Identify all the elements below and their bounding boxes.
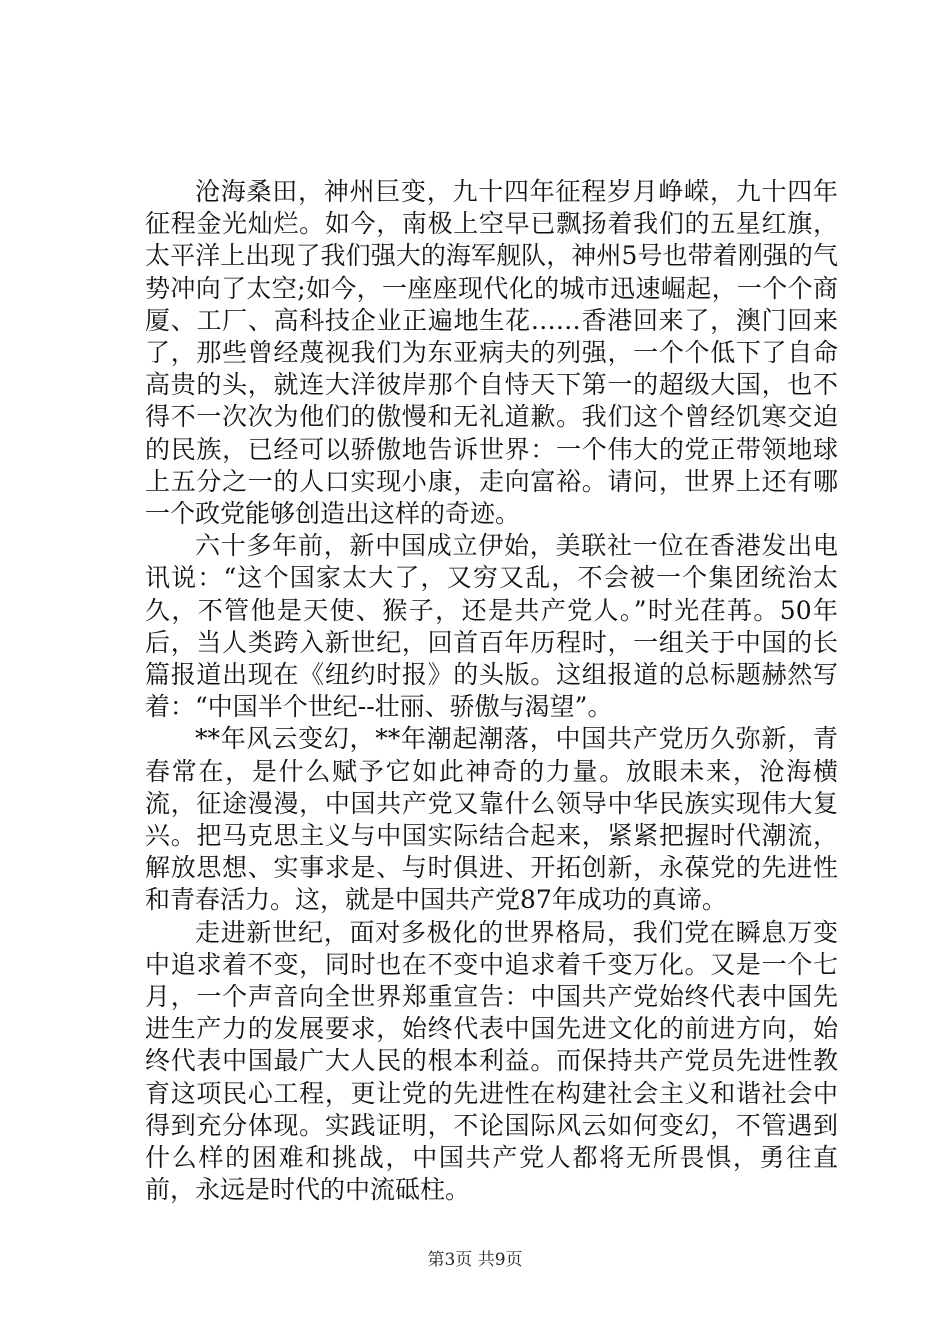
paragraph-3: **年风云变幻，**年潮起潮落，中国共产党历久弥新，青春常在，是什么赋予它如此神奇的力量。放眼未来，沧海横流，征途漫漫，中国共产党又靠什么领导中华民族实现伟大复兴。把马克思主义与中国实际结合起来，紧紧把握时代潮流，解放思想、实事求是、与时俱进、开拓创新，永葆党的先进性和青春活力。这，就是中国共产党87年成功的真谛。 <box>145 724 838 915</box>
paragraph-4: 走进新世纪，面对多极化的世界格局，我们党在瞬息万变中追求着不变，同时也在不变中追求着千变万化。又是一个七月，一个声音向全世界郑重宣告：中国共产党始终代表中国先进生产力的发展要求，始终代表中国先进文化的前进方向，始终代表中国最广大人民的根本利益。而保持共产党员先进性教育这项民心工程，更让党的先进性在构建社会主义和谐社会中得到充分体现。实践证明，不论国际风云如何变幻，不管遇到什么样的困难和挑战，中国共产党人都将无所畏惧，勇往直前，永远是时代的中流砥柱。 <box>145 917 838 1205</box>
paragraph-2: 六十多年前，新中国成立伊始，美联社一位在香港发出电讯说：“这个国家太大了，又穷又乱，不会被一个集团统治太久，不管他是天使、猴子，还是共产党人。”时光荏苒。50年后，当人类跨入新世纪，回首百年历程时，一组关于中国的长篇报道出现在《纽约时报》的头版。这组报道的总标题赫然写着：“中国半个世纪--壮丽、骄傲与渴望”。 <box>145 531 838 722</box>
document-body <box>145 176 838 1207</box>
paragraph-1: 沧海桑田，神州巨变，九十四年征程岁月峥嵘，九十四年征程金光灿烂。如今，南极上空早已飘扬着我们的五星红旗，太平洋上出现了我们强大的海军舰队，神州5号也带着刚强的气势冲向了太空;如今，一座座现代化的城市迅速崛起，一个个商厦、工厂、高科技企业正遍地生花……香港回来了，澳门回来了，那些曾经蔑视我们为东亚病夫的列强，一个个低下了自命高贵的头，就连大洋彼岸那个自恃天下第一的超级大国，也不得不一次次为他们的傲慢和无礼道歉。我们这个曾经饥寒交迫的民族，已经可以骄傲地告诉世界：一个伟大的党正带领地球上五分之一的人口实现小康，走向富裕。请问，世界上还有哪一个政党能够创造出这样的奇迹。 <box>145 177 838 529</box>
page-number-footer: 第3页 共9页 <box>427 1250 523 1270</box>
